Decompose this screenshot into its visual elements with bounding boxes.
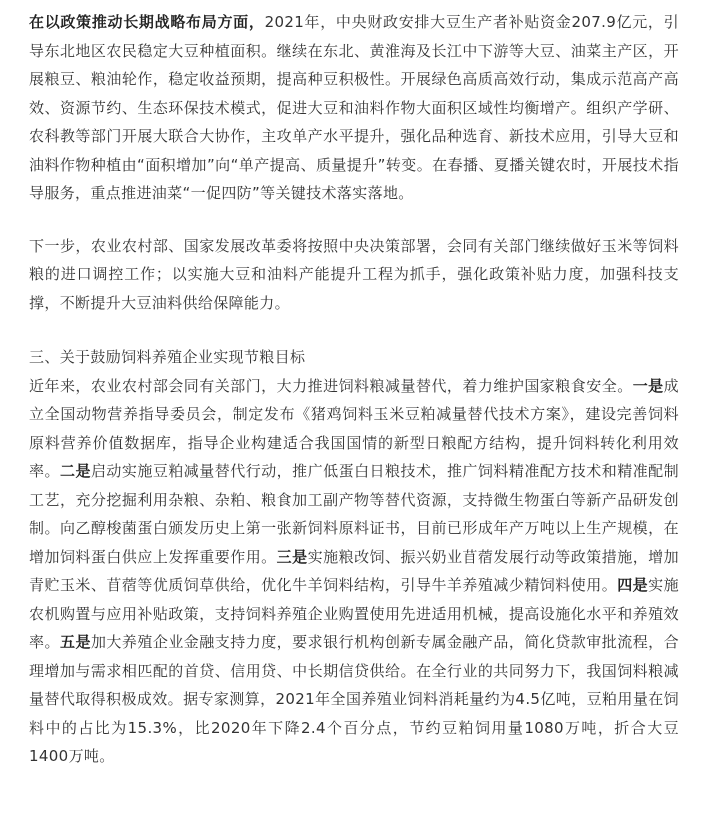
bold-point-3: 三是 — [276, 547, 308, 566]
section-heading: 三、关于鼓励饲料养殖企业实现节粮目标 — [29, 348, 306, 366]
point-1-text: 成立全国动物营养指导委员会，制定发布《猪鸡饲料玉米豆粕减量替代技术方案》，建设完善饲料原料营养价值数据库，指导企业构建适合我国国情的新型日粮配方结构，提升饲料转化利用效率。 — [29, 376, 680, 480]
paragraph-intro: 近年来，农业农村部会同有关部门，大力推进饲料粮减量替代，着力维护国家粮食安全。 — [29, 376, 633, 395]
bold-point-4: 四是 — [617, 576, 649, 594]
bold-point-2: 二是 — [59, 462, 91, 480]
point-2-text: 启动实施豆粕减量替代行动，推广低蛋白日粮技术，推广饲料精准配方技术和精准配制工艺，充分挖掘利用杂粮、杂粕、粮食加工副产物等替代资源，支持微生物蛋白等新产品研发创制。向乙醇梭菌蛋白颁发历史上第一张新饲料原料证书，目前已形成年产万吨以上生产规模，在增加饲料蛋白供应上发挥重要作用。 — [29, 462, 680, 566]
bold-point-1: 一是 — [632, 376, 664, 395]
point-4-text: 实施农机购置与应用补贴政策，支持饲料养殖企业购置使用先进适用机械，提高设施化水平和养殖效率。 — [29, 576, 680, 651]
paragraph-feed-saving — [29, 372, 679, 771]
bold-point-5: 五是 — [59, 633, 91, 651]
bold-lead-policy: 在以政策推动长期战略布局方面， — [29, 13, 265, 31]
point-5-text: 加大养殖企业金融支持力度，要求银行机构创新专属金融产品，简化贷款审批流程，合理增加与需求相匹配的首贷、信用贷、中长期信贷供给。在全行业的共同努力下，我国饲料粮减量替代取得积极成效。据专家测算，2021年全国养殖业饲料消耗量约为4.5亿吨，豆粕用量在饲料中的占比为15.3%，比2020年下降2.4个百分点，节约豆粕饲用量1080万吨，折合大豆1400万吨。 — [29, 633, 680, 765]
point-3-text: 实施粮改饲、振兴奶业苜蓿发展行动等政策措施，增加青贮玉米、苜蓿等优质饲草供给，优化牛羊饲料结构，引导牛羊养殖减少精饲料使用。 — [29, 547, 680, 594]
paragraph-text: 2021年，中央财政安排大豆生产者补贴资金207.9亿元，引导东北地区农民稳定大豆种植面积。继续在东北、黄淮海及长江中下游等大豆、油菜主产区，开展粮豆、粮油轮作，稳定收益预期，提高种豆积极性。开展绿色高质高效行动，集成示范高产高效、资源节约、生态环保技术模式，促进大豆和油料作物大面积区域性均衡增产。组织产学研、农科教等部门开展大联合大协作，主攻单产水平提升，强化品种选育、新技术应用，引导大豆和油料作物种植由“面积增加”向“单产提高、质量提升”转变。在春播、夏播关键农时，开展技术指导服务，重点推进油菜“一促四防”等关键技术落实落地。 — [29, 13, 679, 202]
paragraph-next-step: 下一步，农业农村部、国家发展改革委将按照中央决策部署，会同有关部门继续做好玉米等饲料粮的进口调控工作；以实施大豆和油料产能提升工程为抓手，强化政策补贴力度，加强科技支撑，不断提升大豆油料供给保障能力。 — [29, 236, 679, 312]
paragraph-policy-layout — [29, 8, 679, 208]
